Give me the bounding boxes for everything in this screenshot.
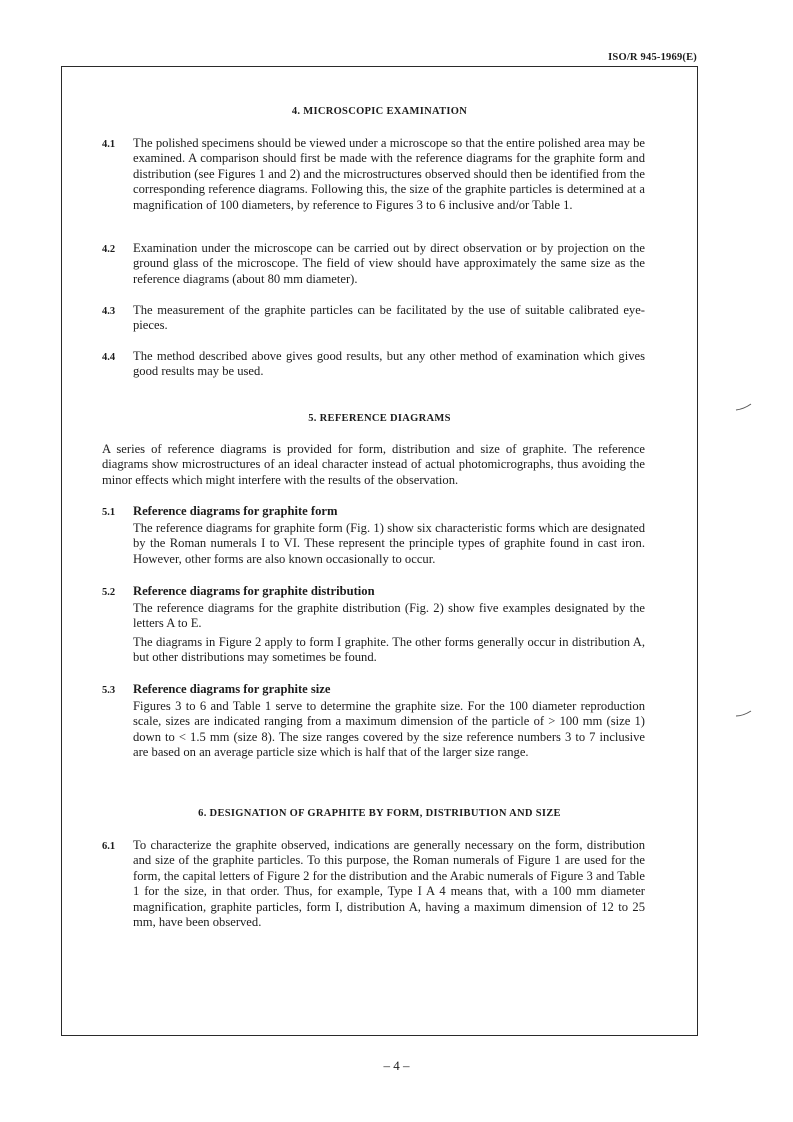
section-6-heading: 6. DESIGNATION OF GRAPHITE BY FORM, DISTRIBUTION AND SIZE — [198, 808, 561, 819]
clause-5-2-text: The reference diagrams for the graphite distribution (Fig. 2) show five examples designated by the letters A to E. — [133, 601, 645, 631]
clause-4-3-number: 4.3 — [102, 306, 116, 317]
clause-5-2-number: 5.2 — [102, 587, 116, 598]
clause-5-3-title: Reference diagrams for graphite size — [133, 682, 331, 696]
scan-mark-icon — [734, 710, 754, 720]
clause-5-1-title: Reference diagrams for graphite form — [133, 504, 338, 518]
clause-4-2-number: 4.2 — [102, 244, 116, 255]
clause-4-4-number: 4.4 — [102, 352, 116, 363]
clause-5-3-text: Figures 3 to 6 and Table 1 serve to determine the graphite size. For the 100 diameter reproduction scale, sizes are indicated ranging from a maximum dimension of the particle of > 100 mm (size 1) down to < 1.5 mm (size 8). The size ranges covered by the size reference numbers 3 to 7 inclusive are based on an average particle size which is half that of the larger size range. — [133, 699, 645, 760]
clause-4-1-number: 4.1 — [102, 139, 116, 150]
scan-mark-icon — [734, 402, 754, 412]
clause-5-2-text-2: The diagrams in Figure 2 apply to form I graphite. The other forms generally occur in distribution A, but other distributions may sometimes be found. — [133, 635, 645, 665]
clause-4-2-text: Examination under the microscope can be carried out by direct observation or by projection on the ground glass of the microscope. The field of view should have approximately the same size as the reference diagrams (about 80 mm diameter). — [133, 241, 645, 286]
clause-5-3-number: 5.3 — [102, 685, 116, 696]
clause-4-4-text: The method described above gives good results, but any other method of examination which gives good results may be used. — [133, 349, 645, 379]
clause-6-1-text: To characterize the graphite observed, indications are generally necessary on the form, distribution and size of the graphite particles. To this purpose, the Roman numerals of Figure 1 are used for the form, the capital letters of Figure 2 for the distribution and the Arabic numerals of Figure 3 and Table 1 for the size, in that order. Thus, for example, Type I A 4 means that, with a 100 mm diameter magnification, graphite particles, form I, distribution A, having a maximum dimension of 12 to 25 mm, have been observed. — [133, 838, 645, 930]
section-5-intro: A series of reference diagrams is provided for form, distribution and size of graphite. The reference diagrams show microstructures of an ideal character instead of actual photomicrographs, thus avoiding the minor effects which might interfere with the results of the observation. — [102, 442, 645, 487]
section-5-heading: 5. REFERENCE DIAGRAMS — [308, 413, 451, 424]
section-4-heading: 4. MICROSCOPIC EXAMINATION — [291, 106, 468, 117]
clause-4-3-text: The measurement of the graphite particles can be facilitated by the use of suitable calibrated eye-pieces. — [133, 303, 645, 333]
clause-4-1-text: The polished specimens should be viewed under a microscope so that the entire polished area may be examined. A comparison should first be made with the reference diagrams for the graphite form and distribution (see Figures 1 and 2) and the microstructures observed should then be identified from the corresponding reference diagrams. Following this, the size of the graphite particles is determined at a magnification of 100 diameters, by reference to Figures 3 to 6 inclusive and/or Table 1. — [133, 136, 645, 212]
document-reference: ISO/R 945-1969(E) — [608, 52, 697, 63]
clause-6-1-number: 6.1 — [102, 841, 116, 852]
clause-5-1-text: The reference diagrams for graphite form (Fig. 1) show six characteristic forms which are designated by the Roman numerals I to VI. These represent the principle types of graphite found in cast iron. However, other forms are also known occasionally to occur. — [133, 521, 645, 566]
page-number: – 4 – — [383, 1058, 410, 1073]
clause-5-2-title: Reference diagrams for graphite distribution — [133, 584, 375, 598]
clause-5-1-number: 5.1 — [102, 507, 116, 518]
